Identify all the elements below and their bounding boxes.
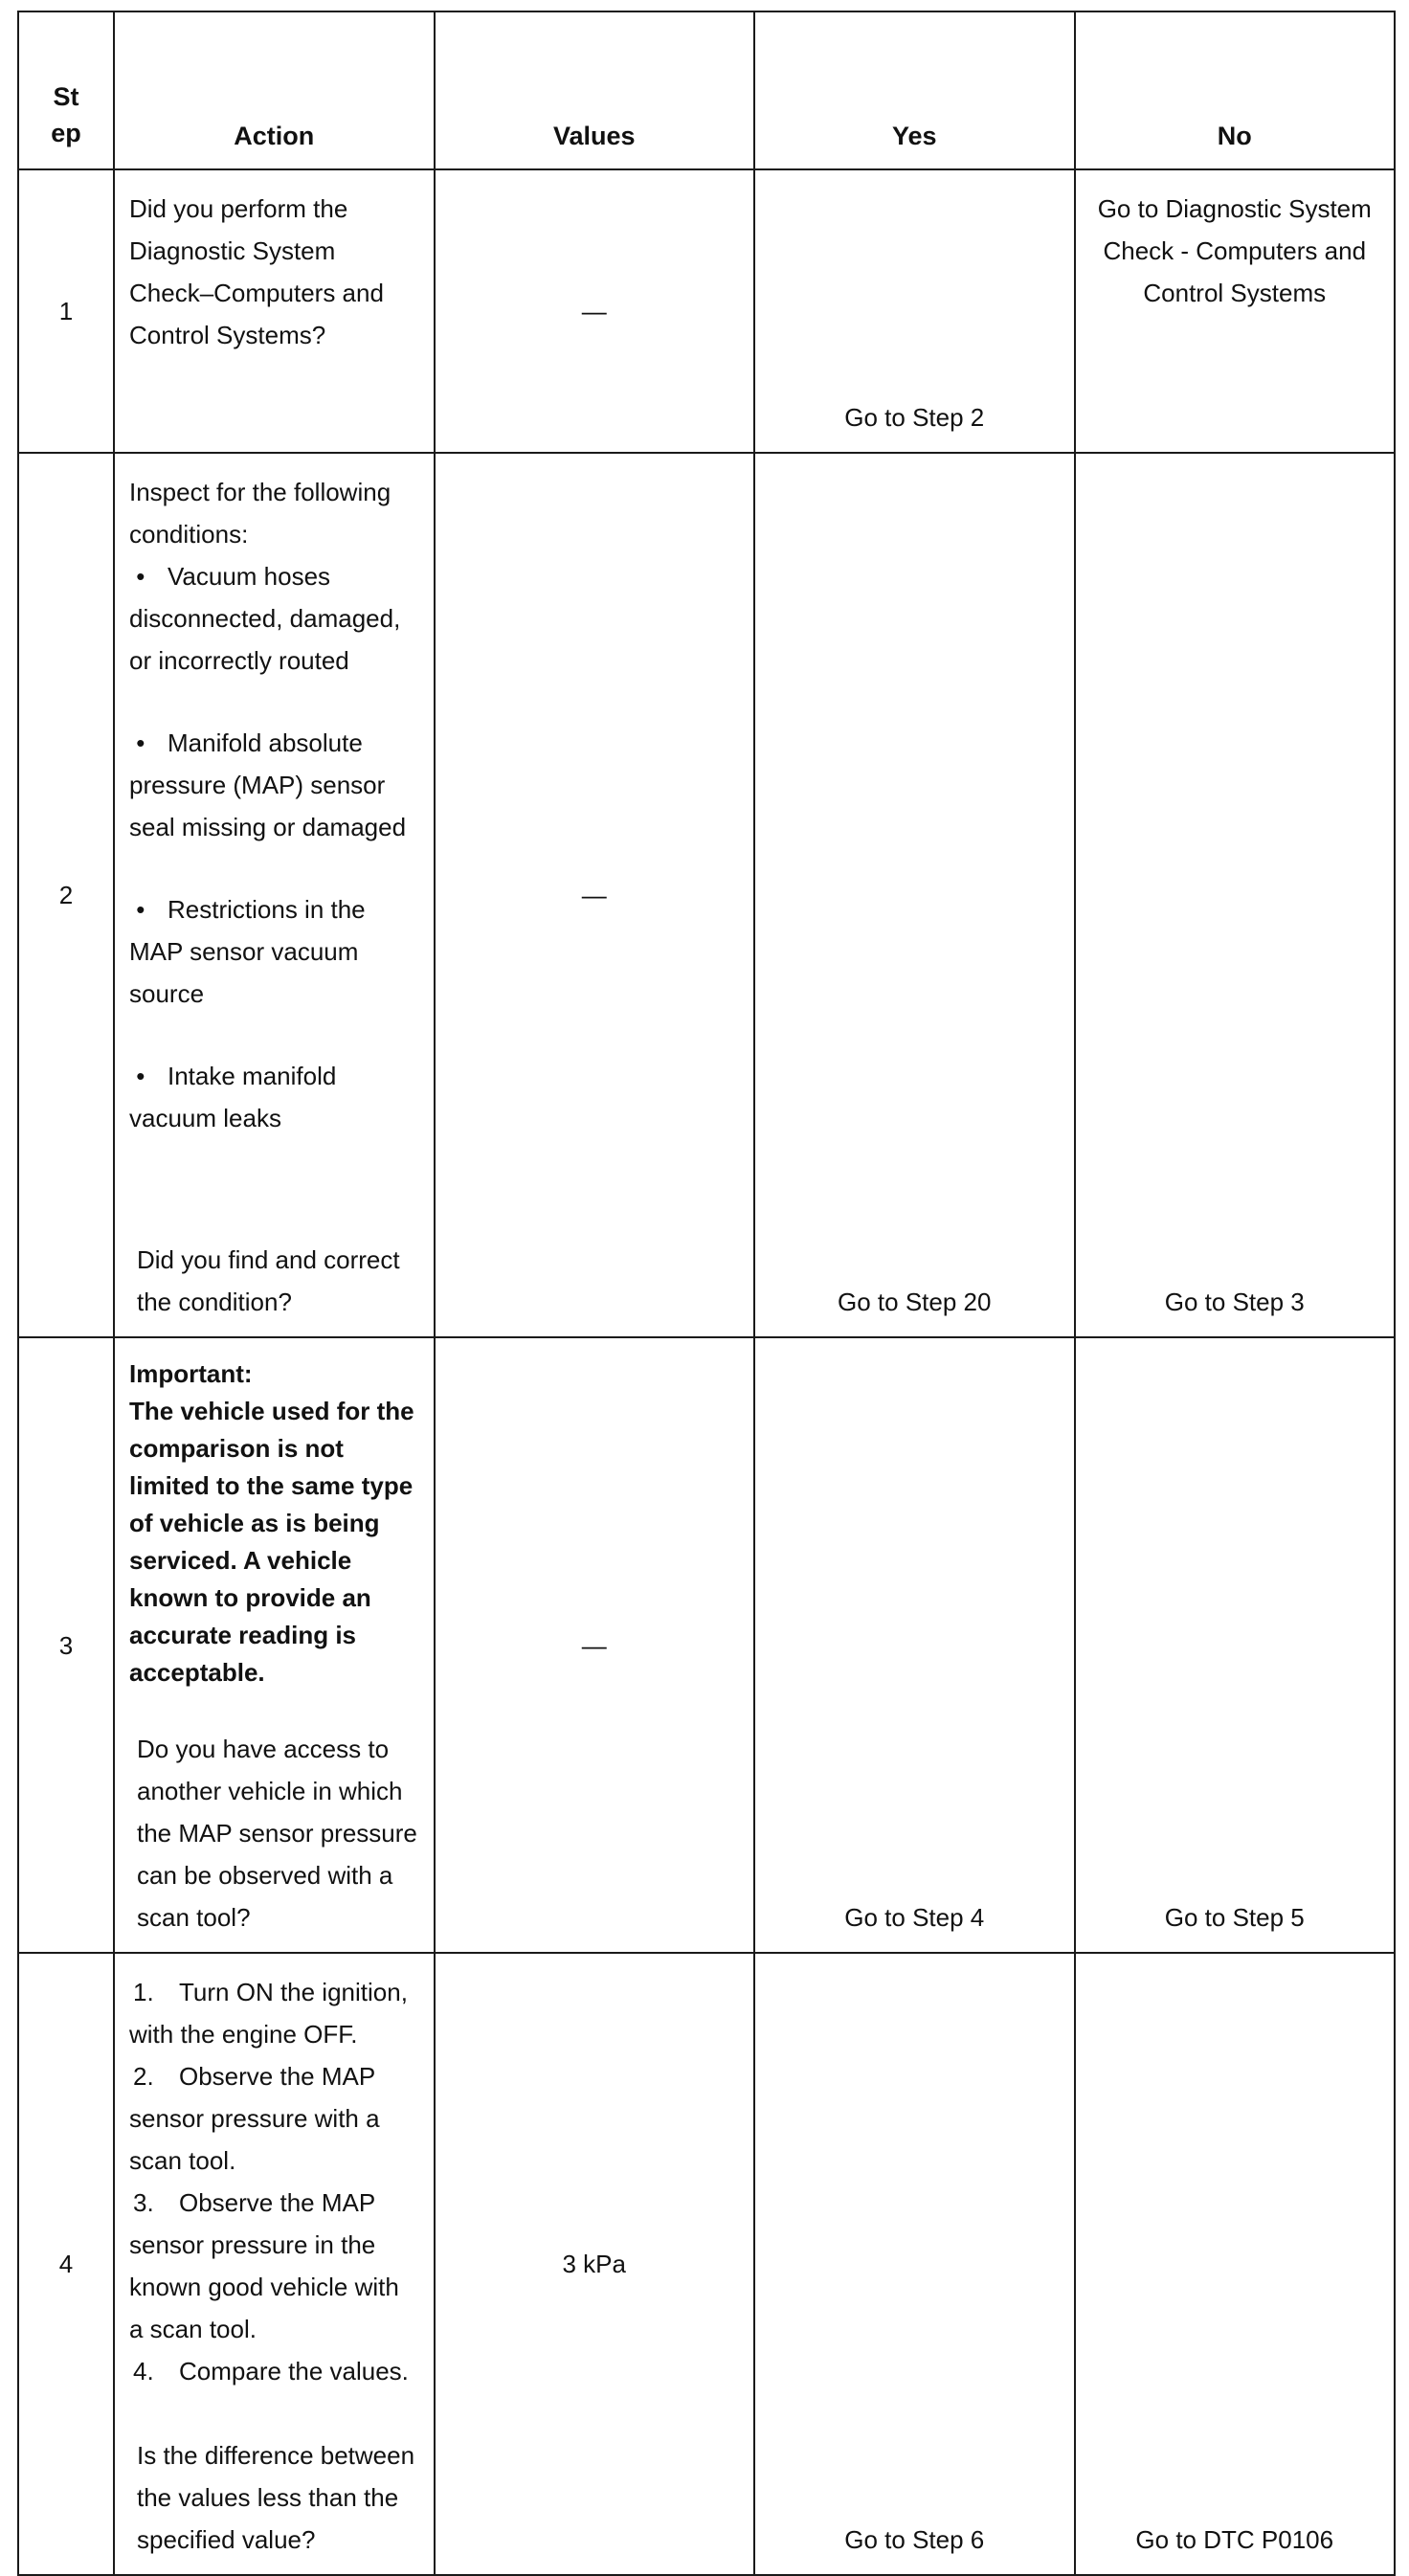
step-number: 3 [18, 1337, 114, 1953]
no-cell: Go to Step 3 [1075, 453, 1396, 1337]
step-number: 4 [18, 1953, 114, 2575]
yes-cell: Go to Step 6 [754, 1953, 1075, 2575]
bullet-item: • Intake manifold vacuum leaks [129, 1055, 420, 1139]
bullet-item: • Manifold absolute pressure (MAP) sensor seal missing or damaged [129, 722, 420, 848]
table-row [18, 453, 1395, 1337]
bullet-item: • Restrictions in the MAP sensor vacuum source [129, 888, 420, 1015]
header-no: No [1075, 11, 1396, 169]
no-cell: Go to DTC P0106 [1075, 1953, 1396, 2575]
action-text: Did you perform the Diagnostic System Check–Computers and Control Systems? [129, 194, 384, 349]
no-cell: Go to Step 5 [1075, 1337, 1396, 1953]
bullet-icon: • [129, 728, 145, 757]
values-cell: — [435, 169, 755, 453]
action-cell [114, 1953, 435, 2575]
table-row [18, 169, 1395, 453]
numbered-item: 3. Observe the MAP sensor pressure in the known good vehicle with a scan tool. [129, 2188, 399, 2343]
values-cell: 3 kPa [435, 1953, 755, 2575]
action-question: Did you find and correct the condition? [137, 1245, 400, 1316]
bullet-icon: • [129, 1062, 145, 1090]
no-cell: Go to Diagnostic System Check - Computers and Control Systems [1075, 169, 1396, 453]
diagnostic-table [17, 11, 1396, 2576]
bullet-icon: • [129, 895, 145, 924]
numbered-item: 1. Turn ON the ignition, with the engine OFF. [129, 1978, 408, 2049]
action-cell [114, 1337, 435, 1953]
header-row [18, 11, 1395, 169]
action-cell [114, 169, 435, 453]
action-question: Do you have access to another vehicle in which the MAP sensor pressure can be observed with a scan tool? [137, 1735, 417, 1932]
header-yes: Yes [754, 11, 1075, 169]
yes-cell: Go to Step 2 [754, 169, 1075, 453]
numbered-item: 4. Compare the values. [133, 2357, 409, 2386]
action-question: Is the difference between the values less than the specified value? [137, 2441, 415, 2554]
step-number: 2 [18, 453, 114, 1337]
table-row [18, 1337, 1395, 1953]
important-text: The vehicle used for the comparison is not limited to the same type of vehicle as is being serviced. A vehicle known to provide an accurate reading is acceptable. [129, 1397, 414, 1687]
action-intro: Inspect for the following conditions: [129, 478, 391, 549]
important-label: Important: [129, 1359, 253, 1388]
values-cell: — [435, 1337, 755, 1953]
header-values: Values [435, 11, 755, 169]
yes-cell: Go to Step 20 [754, 453, 1075, 1337]
bullet-icon: • [129, 562, 145, 591]
header-action: Action [114, 11, 435, 169]
step-number: 1 [18, 169, 114, 453]
values-cell: — [435, 453, 755, 1337]
action-cell [114, 453, 435, 1337]
numbered-item: 2. Observe the MAP sensor pressure with a scan tool. [129, 2062, 380, 2175]
yes-cell: Go to Step 4 [754, 1337, 1075, 1953]
table-row [18, 1953, 1395, 2575]
header-step: St ep [18, 11, 114, 169]
bullet-item: • Vacuum hoses disconnected, damaged, or incorrectly routed [129, 555, 420, 682]
